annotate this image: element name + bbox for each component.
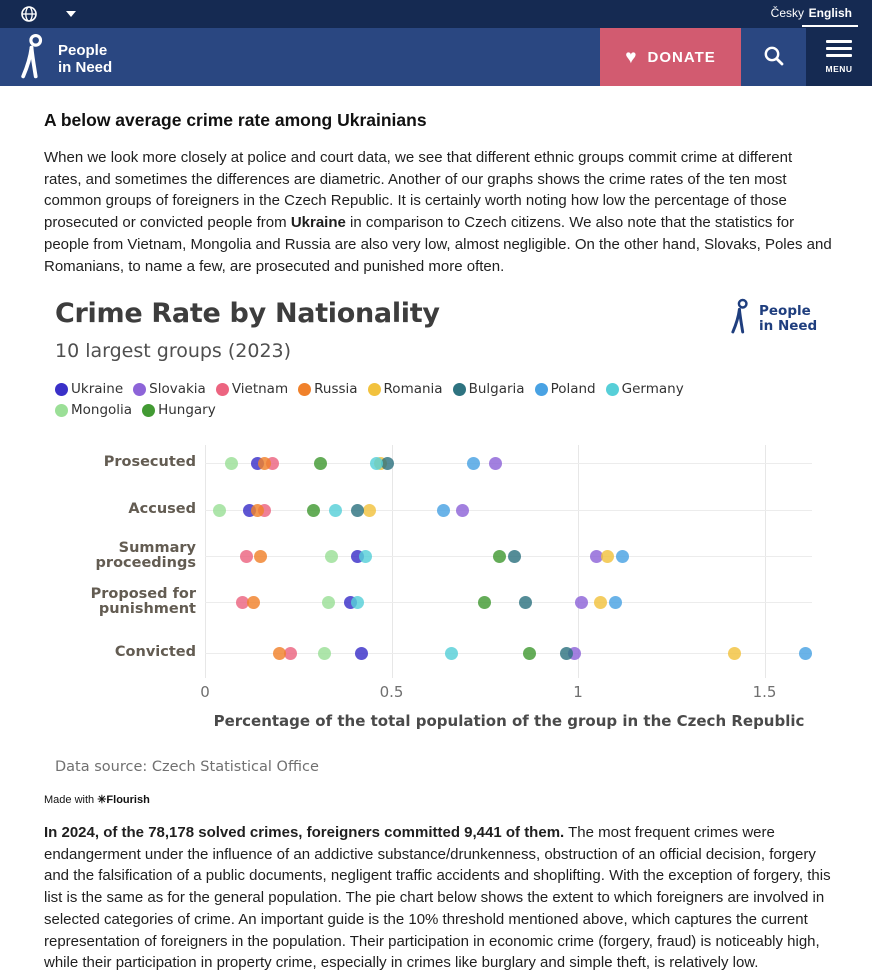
dot-germany-proposed-for-punishment[interactable] [351, 596, 364, 609]
legend-swatch [55, 404, 68, 417]
dot-mongolia-proposed-for-punishment[interactable] [322, 596, 335, 609]
ukraine-bold-text: Ukraine [290, 214, 346, 232]
dot-hungary-proposed-for-punishment[interactable] [478, 596, 491, 609]
language-link-cesky[interactable]: Česky [770, 6, 804, 20]
dot-vietnam-convicted[interactable] [284, 647, 297, 660]
dot-bulgaria-convicted[interactable] [560, 647, 573, 660]
dot-bulgaria-accused[interactable] [351, 504, 364, 517]
legend-swatch [368, 383, 381, 396]
menu-label: MENU [825, 64, 853, 74]
row-label-convicted: Convicted [114, 644, 196, 661]
legend-swatch [453, 383, 466, 396]
legend-label: Slovakia [149, 381, 206, 397]
gridline-x-0 [205, 445, 206, 678]
legend-swatch [535, 383, 548, 396]
dot-romania-convicted[interactable] [728, 647, 741, 660]
legend-label: Mongolia [71, 402, 133, 418]
legend-item-romania[interactable] [368, 381, 443, 397]
flourish-logo-icon: ✳ [97, 794, 107, 806]
dot-poland-summary-proceedings[interactable] [616, 550, 629, 563]
heart-icon: ♥ [625, 46, 638, 68]
brand-text: People in Need [58, 41, 113, 76]
row-label-prosecuted: Prosecuted [103, 454, 196, 471]
dot-poland-prosecuted[interactable] [467, 457, 480, 470]
dot-hungary-summary-proceedings[interactable] [493, 550, 506, 563]
dot-russia-summary-proceedings[interactable] [254, 550, 267, 563]
legend-label: Poland [550, 381, 596, 397]
search-button[interactable] [741, 28, 806, 86]
legend-item-germany[interactable] [606, 381, 684, 397]
row-label-summary-proceedings: Summary proceedings [95, 539, 196, 571]
dot-mongolia-summary-proceedings[interactable] [325, 550, 338, 563]
person-logo-icon [14, 33, 48, 84]
gridline-x-1.5 [765, 445, 766, 678]
gridline-x-0.5 [392, 445, 393, 678]
legend-item-mongolia[interactable] [55, 402, 132, 418]
chart-subtitle: 10 largest groups (2023) [55, 340, 292, 362]
chart-title: Crime Rate by Nationality [55, 298, 440, 329]
dot-poland-convicted[interactable] [799, 647, 812, 660]
dot-bulgaria-prosecuted[interactable] [381, 457, 394, 470]
dot-russia-convicted[interactable] [273, 647, 286, 660]
legend-swatch [298, 383, 311, 396]
people-in-need-logo[interactable] [14, 33, 112, 84]
donate-button[interactable] [600, 28, 741, 86]
flourish-credit[interactable]: Made with ✳Flourish [44, 794, 150, 806]
dot-germany-summary-proceedings[interactable] [359, 550, 372, 563]
legend-item-vietnam[interactable] [216, 381, 288, 397]
chart-logo-text: People in Need [759, 302, 818, 334]
dot-vietnam-summary-proceedings[interactable] [240, 550, 253, 563]
chart-people-in-need-logo [726, 298, 817, 339]
chart-legend [55, 381, 767, 418]
dot-mongolia-accused[interactable] [213, 504, 226, 517]
dot-russia-prosecuted[interactable] [258, 457, 271, 470]
top-utility-bar [0, 0, 872, 28]
x-axis-title: Percentage of the total population of the group in the Czech Republic [213, 712, 805, 730]
crime-stats-bold-text: In 2024, of the 78,178 solved crimes, foreigners committed 9,441 of them. [44, 824, 565, 841]
dot-germany-convicted[interactable] [445, 647, 458, 660]
row-label-proposed-for-punishment: Proposed for punishment [90, 585, 196, 617]
data-source: Data source: Czech Statistical Office [55, 759, 319, 775]
x-tick-label-0: 0 [200, 683, 210, 701]
language-link-english[interactable]: English [808, 6, 852, 20]
legend-label: Hungary [158, 402, 216, 418]
dot-slovakia-accused[interactable] [456, 504, 469, 517]
active-language-underline [802, 25, 858, 27]
article-heading: A below average crime rate among Ukrainians [44, 110, 427, 130]
legend-label: Russia [314, 381, 358, 397]
legend-swatch [606, 383, 619, 396]
chevron-down-icon[interactable] [66, 11, 76, 17]
legend-item-slovakia[interactable] [133, 381, 206, 397]
legend-swatch [55, 383, 68, 396]
dot-hungary-prosecuted[interactable] [314, 457, 327, 470]
dot-mongolia-prosecuted[interactable] [225, 457, 238, 470]
x-tick-label-0.5: 0.5 [379, 683, 404, 701]
legend-item-russia[interactable] [298, 381, 357, 397]
dot-slovakia-proposed-for-punishment[interactable] [575, 596, 588, 609]
dot-germany-prosecuted[interactable] [370, 457, 383, 470]
person-logo-icon [726, 298, 752, 339]
legend-label: Romania [383, 381, 443, 397]
x-tick-label-1: 1 [573, 683, 583, 701]
dot-russia-proposed-for-punishment[interactable] [247, 596, 260, 609]
row-line [205, 463, 812, 464]
dot-germany-accused[interactable] [329, 504, 342, 517]
legend-item-ukraine[interactable] [55, 381, 123, 397]
main-header [0, 28, 872, 86]
menu-button[interactable] [806, 28, 872, 86]
dot-russia-accused[interactable] [251, 504, 264, 517]
dot-bulgaria-summary-proceedings[interactable] [508, 550, 521, 563]
dot-romania-summary-proceedings[interactable] [601, 550, 614, 563]
dot-poland-accused[interactable] [437, 504, 450, 517]
dot-poland-proposed-for-punishment[interactable] [609, 596, 622, 609]
legend-label: Germany [621, 381, 684, 397]
gridline-x-1 [578, 445, 579, 678]
dot-romania-proposed-for-punishment[interactable] [594, 596, 607, 609]
legend-label: Bulgaria [468, 381, 525, 397]
legend-label: Vietnam [231, 381, 289, 397]
legend-swatch [216, 383, 229, 396]
legend-swatch [142, 404, 155, 417]
legend-item-poland[interactable] [535, 381, 596, 397]
search-icon [763, 45, 785, 70]
dot-bulgaria-proposed-for-punishment[interactable] [519, 596, 532, 609]
hamburger-icon [826, 40, 852, 43]
legend-label: Ukraine [71, 381, 124, 397]
legend-item-hungary[interactable] [142, 402, 216, 418]
article-paragraph-1: When we look more closely at police and court data, we see that different ethnic groups commit crime at different rates, and sometimes the differences are diametric. Another of our graphs shows the crime rates of the ten most common groups of foreigners in the Czech Republic. It is certainly worth noting how low the percentage of those prosecuted or convicted people from Ukraine in comparison to Czech citizens. We also note that the statistics for people from Vietnam, Mongolia and Russia are also very low, almost negligible. On the other hand, Slovaks, Poles and Romanians, to name a few, are prosecuted and punished more often. [44, 149, 832, 275]
row-line [205, 510, 812, 511]
legend-item-bulgaria[interactable] [453, 381, 525, 397]
plot-area [0, 440, 872, 740]
globe-icon[interactable] [20, 5, 38, 23]
row-line [205, 602, 812, 603]
article-paragraph-2: In 2024, of the 78,178 solved crimes, foreigners committed 9,441 of them. The most frequent crimes were endangerment under the influence of an addictive substance/drunkenness, obstruction of an official decision, forgery and the falsification of a public documents, negligent traffic accidents and shoplifting. With the exception of forgery, this list is the same as for the general population. The pie chart below shows the extent to which foreigners are involved in selected categories of crime. An important guide is the 10% threshold mentioned above, which captures the current representation of foreigners in the population. Their participation in economic crime (forgery, fraud) is noticeably high, while their participation in property crime, especially in crimes like burglary and simple theft, is relatively low. [44, 824, 831, 972]
legend-swatch [133, 383, 146, 396]
dot-mongolia-convicted[interactable] [318, 647, 331, 660]
donate-label: DONATE [647, 48, 716, 66]
dot-hungary-convicted[interactable] [523, 647, 536, 660]
dot-hungary-accused[interactable] [307, 504, 320, 517]
dot-romania-accused[interactable] [363, 504, 376, 517]
x-tick-label-1.5: 1.5 [752, 683, 777, 701]
dot-ukraine-convicted[interactable] [355, 647, 368, 660]
row-label-accused: Accused [128, 501, 196, 518]
dot-slovakia-prosecuted[interactable] [489, 457, 502, 470]
